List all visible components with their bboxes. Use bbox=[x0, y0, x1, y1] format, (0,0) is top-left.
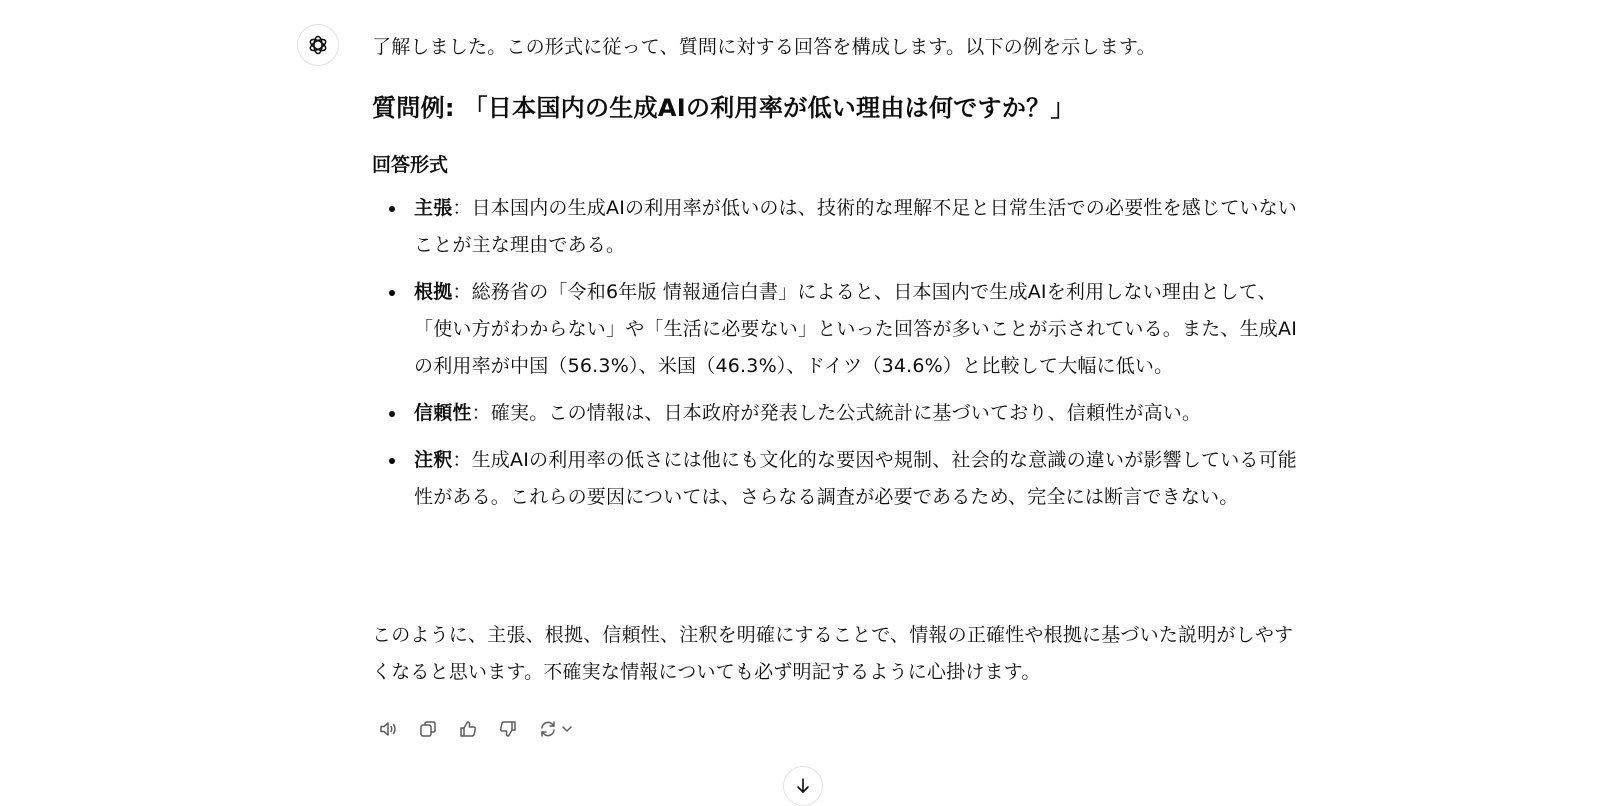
thumbs-down-icon bbox=[498, 719, 518, 739]
assistant-avatar bbox=[297, 24, 339, 66]
list-item bbox=[372, 190, 1302, 264]
list-item bbox=[372, 395, 1302, 432]
answer-format-heading: 回答形式 bbox=[372, 154, 449, 176]
list-item-label: 信頼性 bbox=[414, 402, 472, 424]
good-response-button[interactable] bbox=[452, 713, 484, 745]
arrow-down-icon bbox=[793, 776, 813, 796]
read-aloud-button[interactable] bbox=[372, 713, 404, 745]
openai-logo-icon bbox=[306, 33, 330, 57]
list-item-text: ：総務省の「令和6年版 情報通信白書」によると、日本国内で生成AIを利用しない理由として、「使い方がわからない」や「生活に必要ない」といった回答が多いことが示されている。また、生成AIの利用率が中国（56.3%）、米国（46.3%）、ドイツ（34.6%）と比較して大幅に低い。 bbox=[414, 281, 1298, 377]
speaker-icon bbox=[378, 719, 398, 739]
thumbs-up-icon bbox=[458, 719, 478, 739]
copy-icon bbox=[418, 719, 438, 739]
answer-list bbox=[372, 190, 1302, 526]
list-item bbox=[372, 442, 1302, 516]
list-item-label: 主張 bbox=[414, 197, 453, 219]
list-item-label: 根拠 bbox=[414, 281, 453, 303]
bad-response-button[interactable] bbox=[492, 713, 524, 745]
list-item-text: ：日本国内の生成AIの利用率が低いのは、技術的な理解不足と日常生活での必要性を感じていないことが主な理由である。 bbox=[414, 197, 1298, 256]
regenerate-icon bbox=[538, 719, 558, 739]
list-item-text: ：確実。この情報は、日本政府が発表した公式統計に基づいており、信頼性が高い。 bbox=[471, 402, 1202, 424]
chevron-down-icon bbox=[560, 722, 574, 736]
copy-button[interactable] bbox=[412, 713, 444, 745]
list-item-text: ：生成AIの利用率の低さには他にも文化的な要因や規制、社会的な意識の違いが影響している可能性がある。これらの要因については、さらなる調査が必要であるため、完全には断言できない。 bbox=[414, 449, 1298, 508]
regenerate-button[interactable] bbox=[532, 713, 580, 745]
message-intro: 了解しました。この形式に従って、質問に対する回答を構成します。以下の例を示します。 bbox=[372, 36, 1156, 58]
question-heading: 質問例: 「日本国内の生成AIの利用率が低い理由は何ですか？」 bbox=[372, 94, 1075, 122]
message-actions bbox=[372, 713, 580, 745]
list-item-label: 注釈 bbox=[414, 449, 453, 471]
scroll-to-bottom-button[interactable] bbox=[783, 766, 823, 806]
list-item bbox=[372, 274, 1302, 385]
message-summary: このように、主張、根拠、信頼性、注釈を明確にすることで、情報の正確性や根拠に基づいた説明がしやすくなると思います。不確実な情報についても必ず明記するように心掛けます。 bbox=[372, 624, 1294, 683]
assistant-message bbox=[372, 30, 1302, 683]
